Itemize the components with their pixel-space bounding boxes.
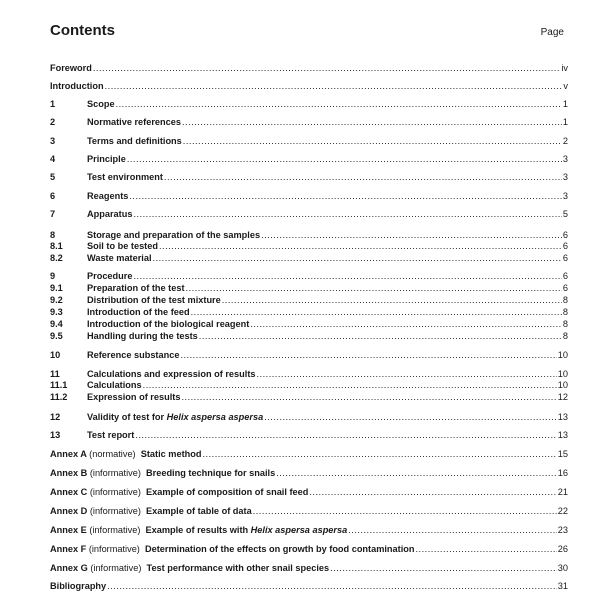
toc-annex-entry[interactable] (50, 562, 568, 574)
toc-entry-number: 2 (50, 117, 56, 127)
toc-entry-title (87, 270, 132, 282)
toc-entry[interactable] (50, 379, 568, 391)
dot-leader (107, 580, 557, 592)
toc-entry-title (50, 524, 347, 536)
toc-entry-title (87, 153, 126, 165)
toc-entry-number: 11.2 (50, 392, 68, 402)
toc-page-number: iv (561, 63, 568, 73)
dot-leader (159, 240, 562, 252)
dot-leader (250, 318, 562, 330)
toc-page-number: 8 (562, 319, 568, 329)
toc-entry-number: 9 (50, 271, 56, 281)
toc-title-text: Calculations (87, 380, 142, 390)
toc-entry[interactable] (50, 306, 568, 318)
toc-page-number: 3 (562, 172, 568, 182)
toc-page-number: 13 (557, 430, 568, 440)
toc-title-text: Example of composition of snail feed (146, 487, 309, 497)
toc-page-number: 23 (557, 525, 568, 535)
toc-annex-entry[interactable] (50, 486, 568, 498)
dot-leader (164, 171, 562, 183)
annex-label: Annex B (50, 468, 88, 478)
toc-page-number: 6 (562, 241, 568, 251)
toc-entry[interactable] (50, 349, 568, 361)
toc-title-text: Principle (87, 154, 126, 164)
toc-entry[interactable] (50, 208, 568, 220)
toc-entry-number: 8.2 (50, 253, 63, 263)
toc-entry-title (87, 116, 181, 128)
toc-entry-title (87, 282, 185, 294)
toc-page-number: 3 (562, 154, 568, 164)
toc-title-text: Bibliography (50, 581, 107, 591)
dot-leader (330, 562, 557, 574)
toc-annex-entry[interactable] (50, 448, 568, 460)
dot-leader (348, 524, 557, 536)
toc-entry[interactable] (50, 252, 568, 264)
toc-entry-title (50, 467, 275, 479)
dot-leader (199, 330, 562, 342)
toc-entry-number: 6 (50, 191, 56, 201)
dot-leader (276, 467, 557, 479)
toc-title-text: Introduction of the biological reagent (87, 319, 250, 329)
toc-title-text: Distribution of the test mixture (87, 295, 221, 305)
toc-title-text: Expression of results (87, 392, 181, 402)
toc-title-text: Breeding technique for snails (146, 468, 276, 478)
dot-leader (309, 486, 556, 498)
toc-annex-entry[interactable] (50, 505, 568, 517)
toc-entry-title (50, 562, 329, 574)
toc-entry-title (87, 171, 163, 183)
annex-status: (informative) (90, 563, 142, 573)
toc-entry-title (87, 349, 179, 361)
dot-leader (93, 62, 561, 74)
toc-title-text: Handling during the tests (87, 331, 198, 341)
dot-leader (264, 411, 557, 423)
annex-status: (informative) (88, 544, 140, 554)
dot-leader (182, 116, 562, 128)
toc-title-text: Example of results with (145, 525, 251, 535)
toc-entry-title (87, 411, 263, 423)
toc-entry[interactable] (50, 171, 568, 183)
toc-title-italic: Helix aspersa aspersa (250, 525, 348, 535)
dot-leader (116, 98, 562, 110)
toc-page-number: 6 (562, 253, 568, 263)
toc-annex-entry[interactable] (50, 524, 568, 536)
toc-entry[interactable] (50, 62, 568, 74)
toc-annex-entry[interactable] (50, 467, 568, 479)
dot-leader (133, 270, 561, 282)
toc-page-number: 2 (562, 136, 568, 146)
toc-page-number: 8 (562, 307, 568, 317)
toc-entry-title (87, 379, 142, 391)
toc-entry[interactable] (50, 116, 568, 128)
toc-entry-number: 9.1 (50, 283, 63, 293)
toc-page-number: 8 (562, 295, 568, 305)
annex-label: Annex E (50, 525, 87, 535)
toc-page-number: 3 (562, 191, 568, 201)
toc-entry[interactable] (50, 391, 568, 403)
toc-title-text: Test environment (87, 172, 163, 182)
toc-entry-title (87, 208, 132, 220)
toc-entry-title (87, 190, 128, 202)
toc-title-italic: Helix aspersa aspersa (166, 412, 264, 422)
toc-page-number: 1 (562, 99, 568, 109)
toc-title-text: Terms and definitions (87, 136, 182, 146)
toc-entry-number: 1 (50, 99, 56, 109)
toc-entry-title (87, 294, 221, 306)
toc-entry-title (50, 448, 201, 460)
toc-entry-number: 5 (50, 172, 56, 182)
annex-label: Annex G (50, 563, 88, 573)
page-column-label: Page (540, 27, 564, 38)
dot-leader (253, 505, 557, 517)
toc-title-text: Procedure (87, 271, 133, 281)
dot-leader (143, 379, 557, 391)
toc-title-text: Preparation of the test (87, 283, 185, 293)
toc-entry-title (50, 486, 308, 498)
toc-title-text: Determination of the effects on growth by food contamination (144, 544, 415, 554)
toc-page-number: 12 (557, 392, 568, 402)
annex-label: Annex A (50, 449, 87, 459)
toc-page-number: 21 (557, 487, 568, 497)
toc-entry-number: 9.4 (50, 319, 63, 329)
toc-entry-title (87, 391, 180, 403)
page-title: Contents (50, 22, 115, 39)
toc-page-number: 6 (562, 271, 568, 281)
toc-entry-title (87, 240, 158, 252)
toc-entry[interactable] (50, 153, 568, 165)
toc-title-text: Introduction of the feed (87, 307, 190, 317)
toc-page-number: 16 (557, 468, 568, 478)
toc-page-number: 6 (562, 230, 568, 240)
toc-entry-number: 9.2 (50, 295, 63, 305)
toc-title-text: Reference substance (87, 350, 180, 360)
toc-page-number: 15 (557, 449, 568, 459)
toc-entry-number: 10 (50, 350, 61, 360)
toc-entry[interactable] (50, 80, 568, 92)
toc-entry[interactable] (50, 135, 568, 147)
toc-page-number: 26 (557, 544, 568, 554)
toc-title-text: Normative references (87, 117, 181, 127)
toc-entry[interactable] (50, 294, 568, 306)
toc-entry-number: 12 (50, 412, 61, 422)
toc-title-text: Example of table of data (146, 506, 252, 516)
toc-entry-number: 4 (50, 154, 56, 164)
dot-leader (180, 349, 556, 361)
toc-entry[interactable] (50, 318, 568, 330)
toc-entry-title (87, 252, 152, 264)
dot-leader (186, 282, 562, 294)
dot-leader (105, 80, 563, 92)
toc-entry-number: 13 (50, 430, 61, 440)
toc-page-number: v (563, 81, 568, 91)
toc-page-number: 6 (562, 283, 568, 293)
annex-label: Annex D (50, 506, 88, 516)
toc-title-text: Soil to be tested (87, 241, 158, 251)
annex-status: (informative) (89, 487, 141, 497)
dot-leader (416, 543, 557, 555)
toc-entry[interactable] (50, 411, 568, 423)
toc-entry[interactable] (50, 282, 568, 294)
toc-entry-number: 7 (50, 209, 56, 219)
toc-entry[interactable] (50, 270, 568, 282)
annex-status: (informative) (89, 506, 141, 516)
toc-entry-title (87, 330, 198, 342)
toc-entry-title (87, 429, 134, 441)
toc-entry-title (50, 543, 415, 555)
toc-title-text: Introduction (50, 81, 104, 91)
toc-page-number: 10 (557, 369, 568, 379)
toc-entry-title (50, 580, 106, 592)
toc-entry-title (50, 505, 252, 517)
toc-title-text: Reagents (87, 191, 129, 201)
annex-label: Annex F (50, 544, 87, 554)
toc-page-number: 10 (557, 350, 568, 360)
toc-entry-title (87, 135, 182, 147)
toc-title-text: Scope (87, 99, 115, 109)
toc-entry-title (87, 306, 190, 318)
toc-entry-title (87, 98, 115, 110)
toc-entry-title (50, 62, 92, 74)
annex-status: (normative) (89, 449, 136, 459)
toc-entry[interactable] (50, 429, 568, 441)
toc-page-number: 5 (562, 209, 568, 219)
annex-status: (informative) (89, 525, 141, 535)
toc-title-text: Foreword (50, 63, 92, 73)
toc-page-number: 1 (562, 117, 568, 127)
toc-title-text: Apparatus (87, 209, 133, 219)
dot-leader (202, 448, 556, 460)
dot-leader (183, 135, 562, 147)
dot-leader (129, 190, 562, 202)
toc-title-text: Test report (87, 430, 135, 440)
toc-page-number: 8 (562, 331, 568, 341)
annex-status: (informative) (89, 468, 141, 478)
toc-annex-entry[interactable] (50, 543, 568, 555)
toc-entry-number: 9.5 (50, 331, 63, 341)
toc-entry[interactable] (50, 330, 568, 342)
toc-page-number: 30 (557, 563, 568, 573)
toc-page-number: 10 (557, 380, 568, 390)
dot-leader (133, 208, 561, 220)
dot-leader (181, 391, 556, 403)
dot-leader (222, 294, 562, 306)
toc-entry-number: 3 (50, 136, 56, 146)
toc-entry[interactable] (50, 580, 568, 592)
toc-entry-title (87, 318, 249, 330)
annex-label: Annex C (50, 487, 88, 497)
dot-leader (153, 252, 562, 264)
toc-title-text: Waste material (87, 253, 152, 263)
toc-entry-number: 9.3 (50, 307, 63, 317)
toc-title-text: Test performance with other snail species (146, 563, 330, 573)
toc-entry-number: 8.1 (50, 241, 63, 251)
toc-entry-title (50, 80, 104, 92)
toc-title-text: Calculations and expression of results (87, 369, 256, 379)
dot-leader (127, 153, 562, 165)
toc-entry[interactable] (50, 240, 568, 252)
toc-title-text: Validity of test for (87, 412, 167, 422)
toc-entry[interactable] (50, 98, 568, 110)
toc-entry-number: 8 (50, 230, 56, 240)
dot-leader (135, 429, 556, 441)
toc-page-number: 31 (557, 581, 568, 591)
toc-title-text: Static method (140, 449, 202, 459)
toc-page-number: 22 (557, 506, 568, 516)
dot-leader (191, 306, 562, 318)
toc-page-number: 13 (557, 412, 568, 422)
toc-title-text: Storage and preparation of the samples (87, 230, 261, 240)
toc-entry-number: 11 (50, 369, 60, 379)
toc-entry[interactable] (50, 190, 568, 202)
toc-entry-number: 11.1 (50, 380, 68, 390)
